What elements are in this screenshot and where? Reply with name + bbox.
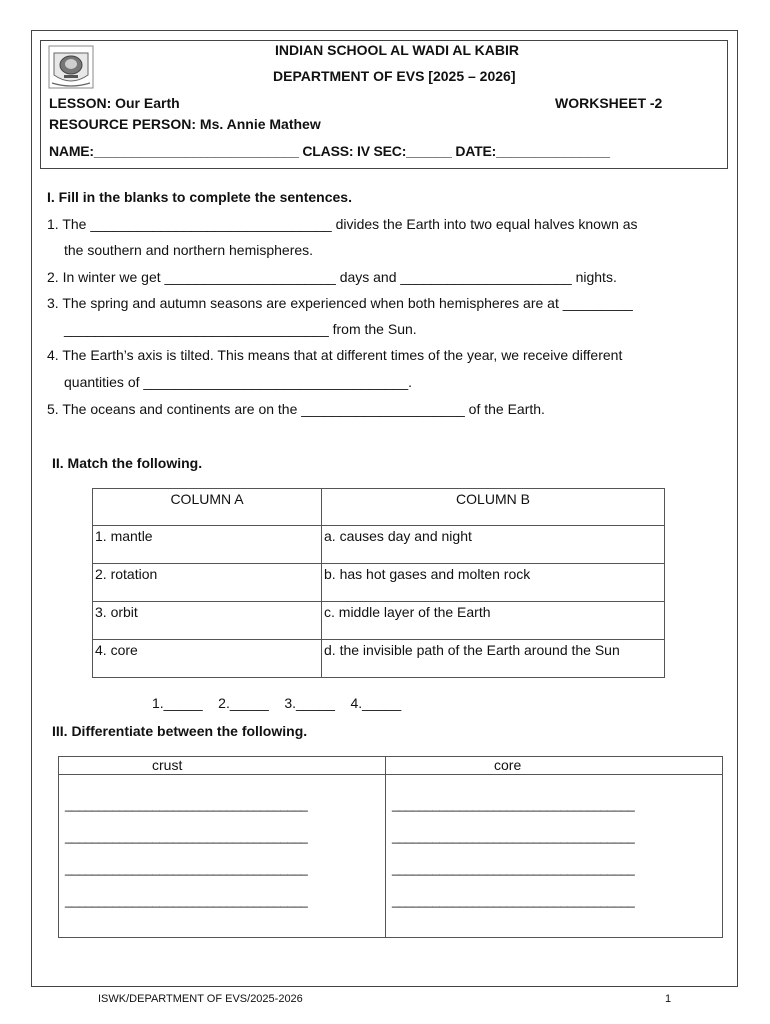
- answer-line: ____________________________________: [392, 829, 635, 844]
- student-info-line: NAME:___________________________ CLASS: IV SEC:______ DATE:_______________: [49, 143, 610, 159]
- answer-line: ____________________________________: [392, 797, 635, 812]
- answer-line: ____________________________________: [65, 797, 308, 812]
- answer-line: ____________________________________: [65, 861, 308, 876]
- crust-header: crust: [152, 757, 183, 773]
- table-row: [93, 640, 665, 678]
- column-b-cell: b. has hot gases and molten rock: [322, 564, 665, 602]
- differentiate-table: [58, 756, 723, 938]
- answer-line: ____________________________________: [65, 829, 308, 844]
- question-line: quantities of __________________________________.: [64, 374, 413, 390]
- column-b-cell: d. the invisible path of the Earth around the Sun: [322, 640, 665, 678]
- question-line: __________________________________ from the Sun.: [64, 321, 417, 337]
- page-number: 1: [665, 993, 672, 1005]
- question-line: 5. The oceans and continents are on the _____________________ of the Earth.: [47, 401, 545, 417]
- answer-line: ____________________________________: [392, 861, 635, 876]
- question-line: 3. The spring and autumn seasons are experienced when both hemispheres are at _________: [47, 295, 633, 311]
- table-row: [93, 602, 665, 640]
- answer-line: ____________________________________: [65, 893, 308, 908]
- column-a-cell: 3. orbit: [93, 602, 322, 640]
- section-2-title: II. Match the following.: [52, 455, 203, 471]
- school-logo-icon: [48, 45, 94, 89]
- section-1-title: I. Fill in the blanks to complete the sentences.: [47, 189, 352, 205]
- footer-text: ISWK/DEPARTMENT OF EVS/2025-2026: [98, 993, 303, 1005]
- crust-answer-area: [59, 775, 386, 938]
- school-name: INDIAN SCHOOL AL WADI AL KABIR: [275, 42, 519, 58]
- column-a-cell: 2. rotation: [93, 564, 322, 602]
- answer-line: ____________________________________: [392, 893, 635, 908]
- match-answer-blanks: 1._____ 2._____ 3._____ 4._____: [152, 695, 402, 711]
- resource-person: RESOURCE PERSON: Ms. Annie Mathew: [49, 116, 321, 132]
- column-b-cell: a. causes day and night: [322, 526, 665, 564]
- department-title: DEPARTMENT OF EVS [2025 – 2026]: [273, 68, 516, 84]
- column-b-cell: c. middle layer of the Earth: [322, 602, 665, 640]
- column-a-header: COLUMN A: [93, 489, 322, 526]
- worksheet-label: WORKSHEET -2: [555, 95, 663, 111]
- question-line: 4. The Earth’s axis is tilted. This means that at different times of the year, we receive different: [47, 347, 623, 363]
- column-b-header: COLUMN B: [322, 489, 665, 526]
- question-line: 1. The _______________________________ divides the Earth into two equal halves known as: [47, 216, 638, 232]
- core-header: core: [494, 757, 522, 773]
- section-3-title: III. Differentiate between the following.: [52, 723, 308, 739]
- question-line: the southern and northern hemispheres.: [64, 242, 314, 258]
- column-a-cell: 1. mantle: [93, 526, 322, 564]
- lesson-label: LESSON: Our Earth: [49, 95, 180, 111]
- column-a-cell: 4. core: [93, 640, 322, 678]
- question-line: 2. In winter we get ______________________ days and ______________________ nights.: [47, 269, 617, 285]
- core-answer-area: [386, 775, 723, 938]
- table-row: [93, 564, 665, 602]
- match-table: [92, 488, 665, 678]
- table-row: [93, 526, 665, 564]
